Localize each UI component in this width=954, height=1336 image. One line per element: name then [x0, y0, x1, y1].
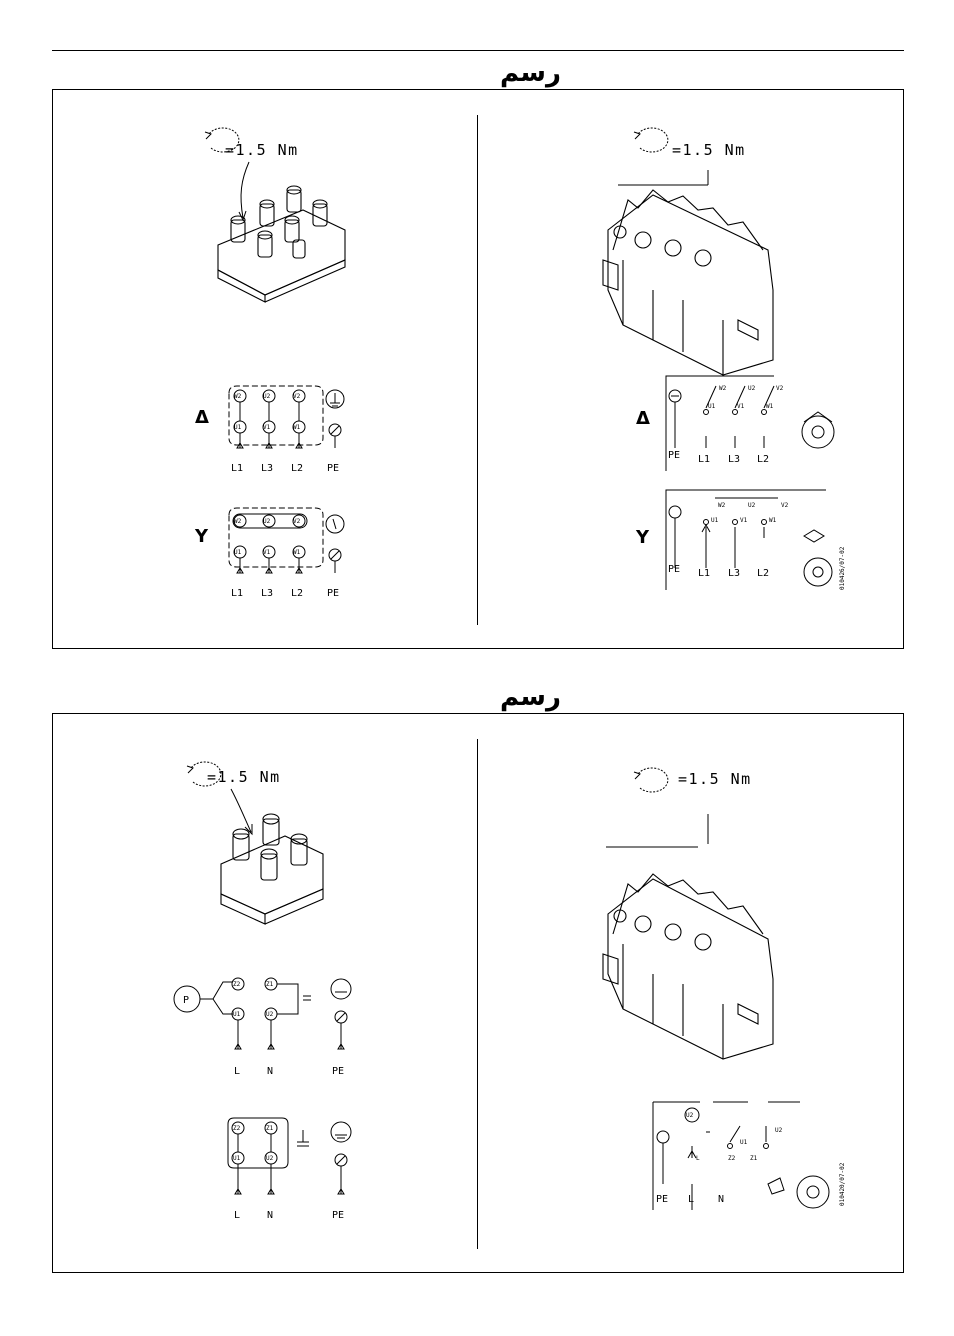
svg-text:L2: L2	[757, 568, 770, 579]
torque-label: =1.5 Nm	[207, 768, 281, 786]
label-l2: L2	[291, 463, 304, 474]
delta-terminal-ids	[234, 393, 301, 431]
diagram1-labels	[234, 1066, 344, 1077]
figure-2-left	[53, 714, 477, 1270]
svg-text:L2: L2	[757, 454, 770, 465]
svg-text:V2: V2	[293, 393, 301, 400]
terminal-u2: U2	[775, 1127, 783, 1134]
svg-text:PE: PE	[668, 450, 681, 461]
svg-text:L3: L3	[728, 568, 741, 579]
svg-text:V1: V1	[740, 517, 748, 524]
svg-text:V2: V2	[781, 502, 789, 509]
svg-text:U2: U2	[266, 1011, 274, 1018]
svg-text:V1: V1	[263, 424, 271, 431]
figure-title: رسم	[500, 682, 561, 712]
star-labels	[668, 564, 769, 579]
figure-code: 010426/07-02	[839, 546, 846, 590]
svg-text:Z2: Z2	[728, 1155, 736, 1162]
figure-title: رسم	[500, 58, 561, 88]
svg-text:U1: U1	[234, 424, 242, 431]
svg-text:U2: U2	[263, 518, 271, 525]
svg-text:V2: V2	[776, 385, 784, 392]
star-wiring-diagram	[229, 508, 344, 573]
svg-text:V1: V1	[737, 403, 745, 410]
svg-text:U2: U2	[263, 393, 271, 400]
torque-label: =1.5 Nm	[225, 141, 299, 159]
svg-text:U1: U1	[234, 549, 242, 556]
delta-symbol: Δ	[636, 408, 650, 429]
figure-2-right	[478, 714, 902, 1270]
diagram1-terminal-ids	[233, 981, 274, 1018]
torque-label: =1.5 Nm	[672, 141, 746, 159]
svg-text:W2: W2	[719, 385, 727, 392]
top-rule	[52, 50, 904, 51]
svg-text:L1: L1	[698, 454, 711, 465]
figure-1-right	[478, 90, 902, 646]
svg-text:U2: U2	[266, 1155, 274, 1162]
svg-text:L3: L3	[261, 588, 274, 599]
svg-text:W1: W1	[293, 549, 301, 556]
contactor-illustration	[603, 190, 773, 375]
svg-text:W1: W1	[766, 403, 774, 410]
delta-labels	[668, 450, 769, 465]
svg-text:L: L	[688, 1194, 695, 1205]
svg-text:U1: U1	[233, 1155, 241, 1162]
svg-text:PE: PE	[332, 1210, 345, 1221]
svg-text:U2: U2	[748, 385, 756, 392]
terminal-block-illustration	[221, 814, 323, 924]
svg-text:U1: U1	[740, 1139, 748, 1146]
label-pe: PE	[327, 463, 340, 474]
svg-text:V1: V1	[263, 549, 271, 556]
svg-text:L: L	[234, 1066, 241, 1077]
svg-text:Z1: Z1	[750, 1155, 758, 1162]
svg-text:L: L	[696, 1155, 700, 1162]
label-l1: L1	[231, 463, 244, 474]
svg-text:Z2: Z2	[233, 981, 241, 988]
figure-panel-1	[52, 89, 904, 649]
figure-code: 010420/07-02	[839, 1162, 846, 1206]
svg-text:L3: L3	[728, 454, 741, 465]
torque-arrow-icon	[634, 128, 668, 152]
svg-text:U1: U1	[708, 403, 716, 410]
single-phase-diagram-2	[228, 1118, 351, 1194]
svg-text:PE: PE	[332, 1066, 345, 1077]
svg-text:Z1: Z1	[266, 981, 274, 988]
label-l3: L3	[261, 463, 274, 474]
figure-1-left	[53, 90, 477, 646]
delta-wiring-diagram	[229, 386, 344, 448]
svg-text:Z2: Z2	[233, 1125, 241, 1132]
star-labels	[231, 588, 339, 599]
diagram2-labels	[234, 1210, 344, 1221]
svg-text:U2: U2	[748, 502, 756, 509]
svg-text:W2: W2	[718, 502, 726, 509]
svg-text:N: N	[267, 1066, 274, 1077]
svg-text:N: N	[267, 1210, 274, 1221]
svg-text:L1: L1	[231, 588, 244, 599]
torque-label: =1.5 Nm	[678, 770, 752, 788]
svg-text:U2: U2	[686, 1112, 694, 1119]
single-phase-diagram-1	[174, 978, 351, 1049]
torque-arrow-icon	[634, 768, 668, 792]
svg-text:W2: W2	[234, 393, 242, 400]
svg-text:PE: PE	[656, 1194, 669, 1205]
svg-text:N: N	[718, 1194, 725, 1205]
svg-text:PE: PE	[668, 564, 681, 575]
contactor-labels	[656, 1194, 724, 1205]
contactor-illustration	[603, 874, 773, 1059]
svg-text:W1: W1	[293, 424, 301, 431]
star-symbol: Y	[636, 527, 650, 548]
single-phase-contactor-diagram	[653, 1102, 829, 1210]
star-terminal-ids	[234, 518, 301, 556]
svg-text:U1: U1	[711, 517, 719, 524]
figure-panel-2	[52, 713, 904, 1273]
svg-text:L: L	[234, 1210, 241, 1221]
svg-text:W2: W2	[234, 518, 242, 525]
delta-symbol: Δ	[195, 407, 209, 428]
svg-text:PE: PE	[327, 588, 340, 599]
svg-text:L2: L2	[291, 588, 304, 599]
svg-text:L1: L1	[698, 568, 711, 579]
svg-text:W1: W1	[769, 517, 777, 524]
svg-text:U1: U1	[233, 1011, 241, 1018]
delta-labels	[231, 463, 339, 474]
svg-text:Z1: Z1	[266, 1125, 274, 1132]
star-terminal-ids	[711, 502, 789, 524]
svg-text:V2: V2	[293, 518, 301, 525]
p-label: P	[183, 995, 190, 1006]
star-symbol: Y	[195, 526, 209, 547]
terminal-block-illustration	[218, 186, 345, 302]
diagram2-terminal-ids	[233, 1125, 274, 1162]
